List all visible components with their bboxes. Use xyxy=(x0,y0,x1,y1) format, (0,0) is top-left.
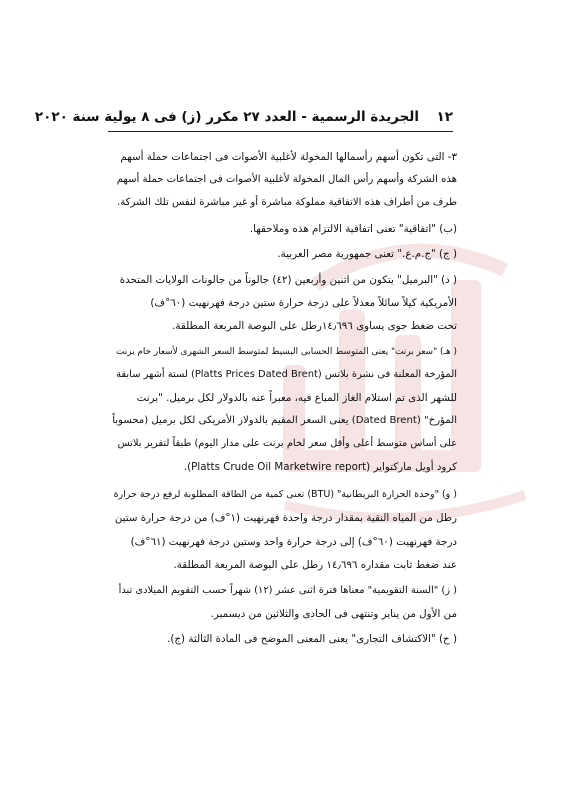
body-line: على أساس متوسط أعلى وأقل سعر لخام برنت على مدار اليوم) طبقاً لتقرير بلاتس xyxy=(117,438,457,449)
body-line: ( ح) "الاكتشاف التجارى" يعنى المعنى الموضح فى المادة الثالثة (ج). xyxy=(167,633,457,645)
body-line: تحت ضغط جوى يساوى ١٤٫٦٩٦رطل على البوصة المربعة المطلقة. xyxy=(172,320,457,332)
body-line: هذه الشركة وأسهم رأس المال المخولة لأغلبية الأصوات فى اجتماعات حملة أسهم xyxy=(116,174,457,185)
body-line: من الأول من يناير وتنتهى فى الحادى والثلاثين من ديسمبر. xyxy=(210,608,457,620)
body-line: طرف من أطراف هذه الاتفاقية مملوكة مباشرة أو غير مباشرة لنفس تلك الشركة. xyxy=(117,197,457,208)
body-line: ٣- التى تكون أسهم رأسمالها المخولة لأغلبية الأصوات فى اجتماعات حملة أسهم xyxy=(120,151,457,163)
body-line: كرود أويل ماركتواير (Platts Crude Oil Marketwire report). xyxy=(183,461,457,473)
body-line: الأمريكية كيلاً سائلاً معدلاً على درجة حرارة ستين درجة فهرنهيت (٦٠°ف) xyxy=(150,297,457,309)
body-line: المؤرخ" (Dated Brent) يعنى السعر المقيم بالدولار الأمريكى لكل برميل (محسوباً xyxy=(112,415,457,426)
page-number: ١٢ xyxy=(436,109,453,125)
body-line: عند ضغط ثابت مقداره ١٤٫٦٩٦ رطل على البوصة المربعة المطلقة. xyxy=(173,559,457,571)
gazette-title: الجريدة الرسمية - العدد ٢٧ مكرر (ز) فى ٨ يولية سنة ٢٠٢٠ xyxy=(34,109,419,125)
body-line: ( د) "البرميل" يتكون من اثنين وأربعين (٤٢) جالوناً من جالونات الولايات المتحدة xyxy=(119,274,457,286)
body-line: (ب) "اتفاقية" تعنى اتفاقية الالتزام هذه وملاحقها. xyxy=(249,223,457,235)
body-line: ( و) "وحدة الحرارة البريطانية" (BTU) تعنى كمية من الطاقة المطلوبة لرفع درجة حرارة xyxy=(113,489,457,500)
body-line: للشهر الذى تم استلام الغاز المباع فيه، معبراً عنه بالدولار لكل برميل. "برنت xyxy=(136,392,457,404)
body-line: ( ج) "ج.م.ع." تعنى جمهورية مصر العربية. xyxy=(277,248,457,260)
body-line: ( هـ) "سعر برنت" يعنى المتوسط الحسابى البسيط لمتوسط السعر الشهرى لأسعار خام برنت xyxy=(116,347,457,357)
body-line: المؤرخة المعلنة فى نشرة بلاتس (Platts Prices Dated Brent) لستة أشهر سابقة xyxy=(116,369,457,380)
body-line: ( ز) "السنة التقويمية" معناها فترة اثنى عشر (١٢) شهراً حسب التقويم الميلادى تبدأ xyxy=(118,585,457,596)
body-line: درجة فهرنهيت (٦٠°ف) إلى درجة حرارة واحد وستين درجة فهرنهيت (٦١°ف) xyxy=(130,536,457,548)
body-line: رطل من المياه النقية بمقدار درجة واحدة فهرنهيت (١°ف) من درجة حرارة ستين xyxy=(114,512,457,524)
